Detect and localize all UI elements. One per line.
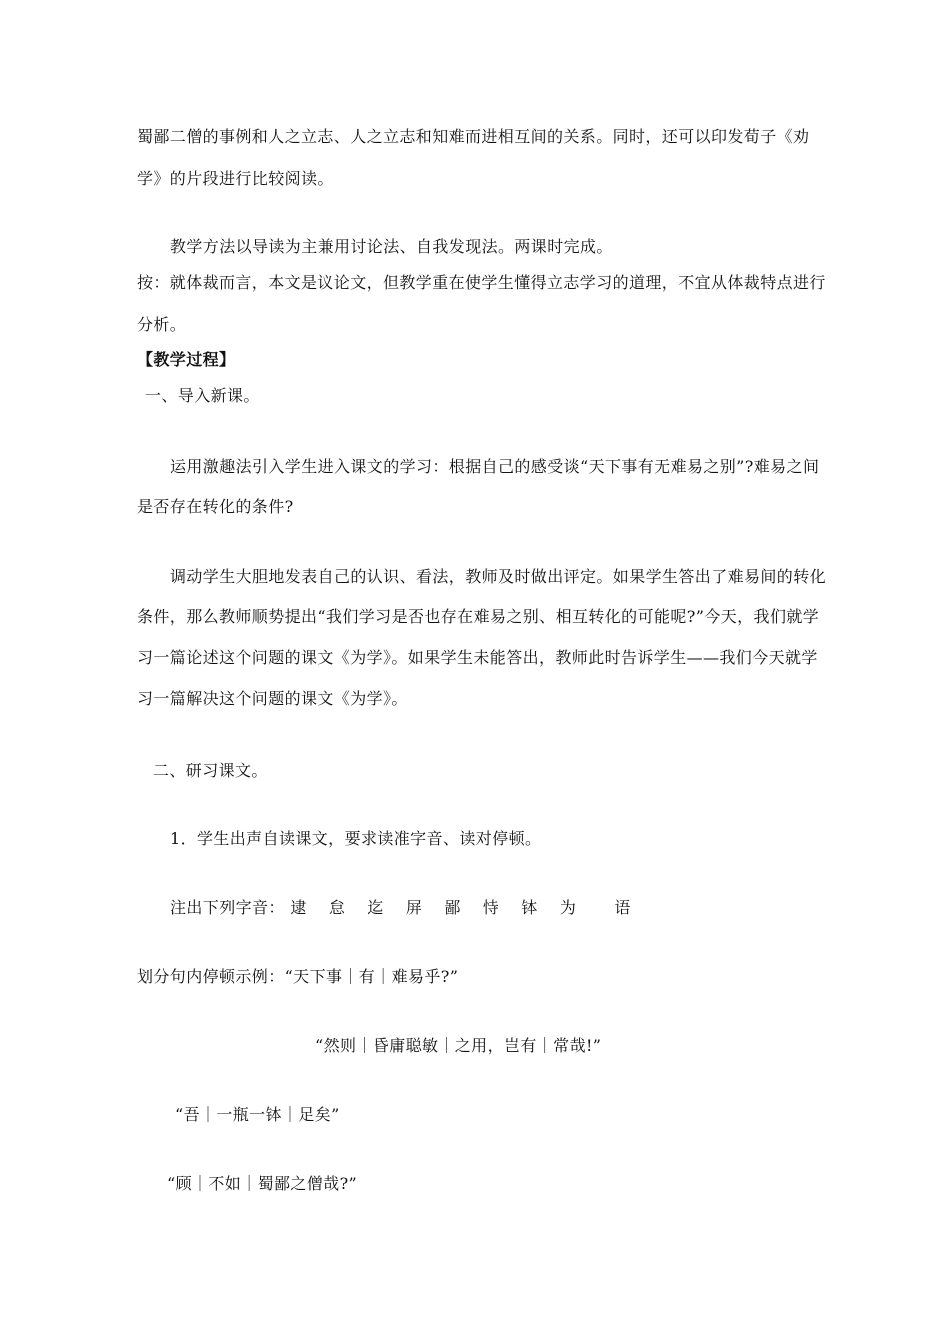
pause-example: 划分句内停顿示例：“天下事｜有｜难易乎?” [137, 967, 459, 986]
pause-example: “顾｜不如｜蜀鄙之僧哉?” [167, 1174, 358, 1193]
section-heading: 【教学过程】 [137, 350, 236, 369]
paragraph-line: 蜀鄙二僧的事例和人之立志、人之立志和知难而进相互间的关系。同时，还可以印发荀子《劝 [137, 127, 810, 146]
pronunciation-char: 屏 [405, 898, 423, 917]
pronunciation-line [170, 898, 631, 918]
paragraph-line: 调动学生大胆地发表自己的认识、看法，教师及时做出评定。如果学生答出了难易间的转化 [170, 567, 827, 586]
pronunciation-char: 语 [614, 898, 631, 917]
pause-example: “吾｜一瓶一钵｜足矣” [175, 1105, 340, 1124]
paragraph-line: 运用激趣法引入学生进入课文的学习：根据自己的感受谈“天下事有无难易之别”?难易之间 [170, 457, 820, 476]
paragraph-line: 学》的片段进行比较阅读。 [137, 169, 334, 188]
paragraph-line: 条件，那么教师顺势提出“我们学习是否也存在难易之别、相互转化的可能呢?”今天，我们就学 [137, 607, 820, 626]
pronunciation-char: 逮 [290, 898, 307, 917]
pronunciation-char: 怠 [328, 898, 346, 917]
pronunciation-char: 为 [559, 898, 577, 917]
paragraph-line: 按：就体裁而言，本文是议论文，但教学重在使学生懂得立志学习的道理，不宜从体裁特点进行 [137, 273, 826, 292]
pronunciation-char: 钵 [521, 898, 538, 917]
pronunciation-label: 注出下列字音： [170, 898, 285, 917]
paragraph-line: 习一篇论述这个问题的课文《为学》。如果学生未能答出，教师此时告诉学生——我们今天就学 [137, 648, 818, 667]
step-heading: 一、导入新课。 [145, 386, 260, 405]
paragraph-line: 教学方法以导读为主兼用讨论法、自我发现法。两课时完成。 [170, 237, 613, 256]
paragraph-line: 分析。 [137, 315, 187, 334]
paragraph-line: 习一篇解决这个问题的课文《为学》。 [137, 689, 408, 708]
pronunciation-char: 鄙 [444, 898, 461, 917]
step-heading: 二、研习课文。 [153, 761, 268, 780]
list-item: 1．学生出声自读课文，要求读准字音、读对停顿。 [170, 829, 542, 848]
pause-example: “然则｜昏庸聪敏｜之用，岂有｜常哉!” [315, 1036, 602, 1055]
pronunciation-char: 迄 [367, 898, 384, 917]
paragraph-line: 是否存在转化的条件? [137, 497, 294, 516]
pronunciation-char: 恃 [482, 898, 500, 917]
